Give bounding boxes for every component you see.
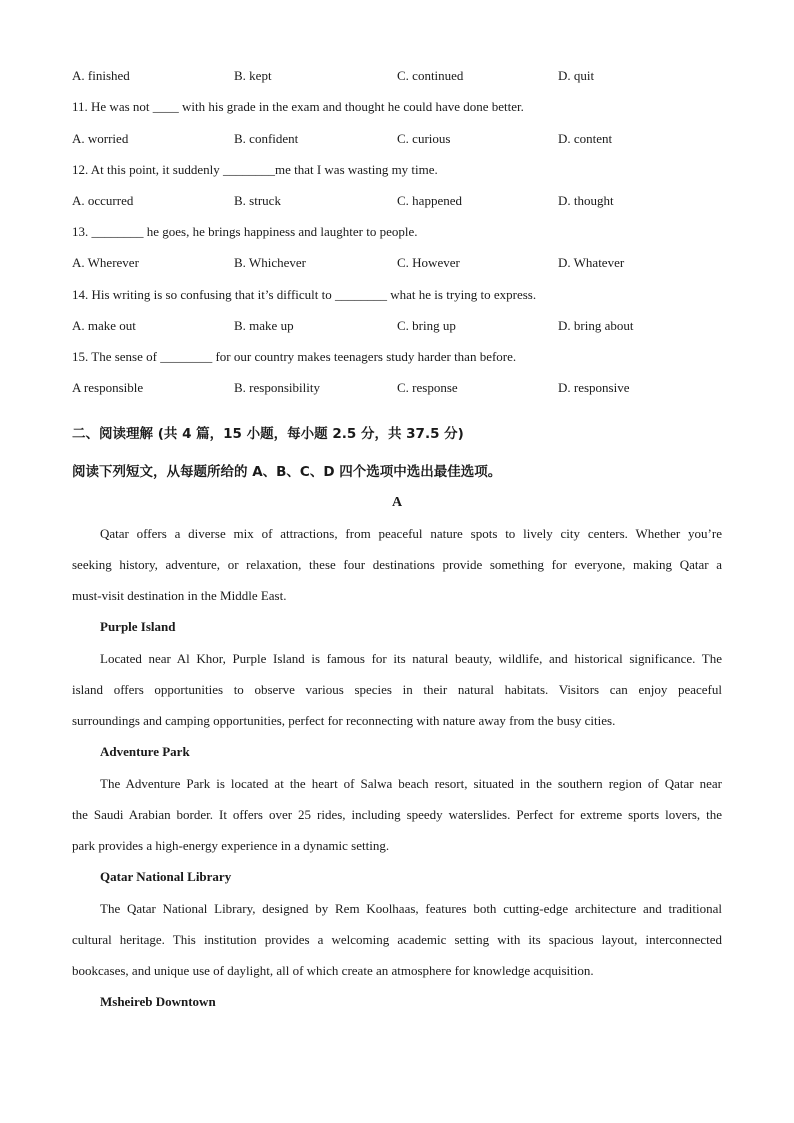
option-d: D. responsive <box>558 380 630 395</box>
option-d: D. thought <box>558 193 614 208</box>
question-12-stem <box>72 161 722 179</box>
option-c: C. response <box>397 380 458 395</box>
paragraph-line: park provides a high-energy experience in a dynamic setting. <box>72 838 390 853</box>
option-b: B. make up <box>234 318 294 333</box>
section-title: 二、阅读理解 (共 4 篇，15 小题，每小题 2.5 分，共 37.5 分) <box>72 426 464 442</box>
option-a: A. finished <box>72 68 130 83</box>
option-c: C. However <box>397 255 460 270</box>
section-heading: Qatar National Library <box>100 869 232 884</box>
question-stem: 12. At this point, it suddenly ________me that I was wasting my time. <box>72 162 438 177</box>
question-stem: 15. The sense of ________ for our country makes teenagers study harder than before. <box>72 349 517 364</box>
option-b: B. struck <box>234 193 281 208</box>
option-c: C. continued <box>397 68 464 83</box>
paragraph-line: The Qatar National Library, designed by Rem Koolhaas, features both cutting-edge architecture and traditional <box>100 901 722 916</box>
paragraph-line: cultural heritage. This institution provides a welcoming academic setting with its spacious layout, interconnected <box>72 932 722 947</box>
question-stem: 11. He was not ____ with his grade in the exam and thought he could have done better. <box>72 99 524 114</box>
paragraph-line: the Saudi Arabian border. It offers over 25 rides, including speedy waterslides. Perfect for extreme sports lovers, the <box>72 807 722 822</box>
option-b: B. confident <box>234 131 299 146</box>
question-11-options <box>72 130 722 148</box>
paragraph-line: Qatar offers a diverse mix of attractions, from peaceful nature spots to lively city centers. Whether you’re <box>100 526 722 541</box>
paragraph-line: surroundings and camping opportunities, perfect for reconnecting with nature away from the busy cities. <box>72 713 616 728</box>
question-11-stem <box>72 98 722 116</box>
section-heading: Adventure Park <box>100 744 190 759</box>
question-stem: 13. ________ he goes, he brings happiness and laughter to people. <box>72 224 418 239</box>
question-15-stem <box>72 348 722 366</box>
question-13-stem <box>72 223 722 241</box>
paragraph-line: Located near Al Khor, Purple Island is famous for its natural beauty, wildlife, and historical significance. The <box>100 651 722 666</box>
option-a: A responsible <box>72 380 144 395</box>
q10-options <box>72 67 722 85</box>
option-d: D. bring about <box>558 318 634 333</box>
section-heading: Purple Island <box>100 619 176 634</box>
section-instruction: 阅读下列短文，从每题所给的 A、B、C、D 四个选项中选出最佳选项。 <box>72 464 502 480</box>
option-a: A. make out <box>72 318 136 333</box>
paragraph-line: must-visit destination in the Middle East. <box>72 588 287 603</box>
option-b: B. Whichever <box>234 255 306 270</box>
paragraph-line: The Adventure Park is located at the heart of Salwa beach resort, situated in the southern region of Qatar near <box>100 776 722 791</box>
question-12-options <box>72 192 722 210</box>
section-paragraph <box>72 643 722 736</box>
question-15-options <box>72 379 722 397</box>
question-14-stem <box>72 286 722 304</box>
passage-label: A <box>391 495 403 510</box>
section-paragraph <box>72 768 722 861</box>
option-a: A. worried <box>72 131 129 146</box>
question-14-options <box>72 317 722 335</box>
option-c: C. curious <box>397 131 451 146</box>
paragraph-line: island offers opportunities to observe various species in their natural habitats. Visitors can enjoy peaceful <box>72 682 722 697</box>
passage-intro <box>72 518 722 611</box>
option-b: B. kept <box>234 68 272 83</box>
option-c: C. bring up <box>397 318 456 333</box>
question-stem: 14. His writing is so confusing that it’s difficult to ________ what he is trying to express. <box>72 287 537 302</box>
option-d: D. Whatever <box>558 255 625 270</box>
paragraph-line: seeking history, adventure, or relaxation, these four destinations provide something for everyone, making Qatar a <box>72 557 722 572</box>
option-b: B. responsibility <box>234 380 320 395</box>
option-d: D. content <box>558 131 613 146</box>
option-d: D. quit <box>558 68 595 83</box>
option-c: C. happened <box>397 193 462 208</box>
paragraph-line: bookcases, and unique use of daylight, all of which create an atmosphere for knowledge acquisition. <box>72 963 594 978</box>
section-heading: Msheireb Downtown <box>100 994 216 1009</box>
section-paragraph <box>72 893 722 986</box>
question-13-options <box>72 254 722 272</box>
option-a: A. occurred <box>72 193 134 208</box>
option-a: A. Wherever <box>72 255 139 270</box>
